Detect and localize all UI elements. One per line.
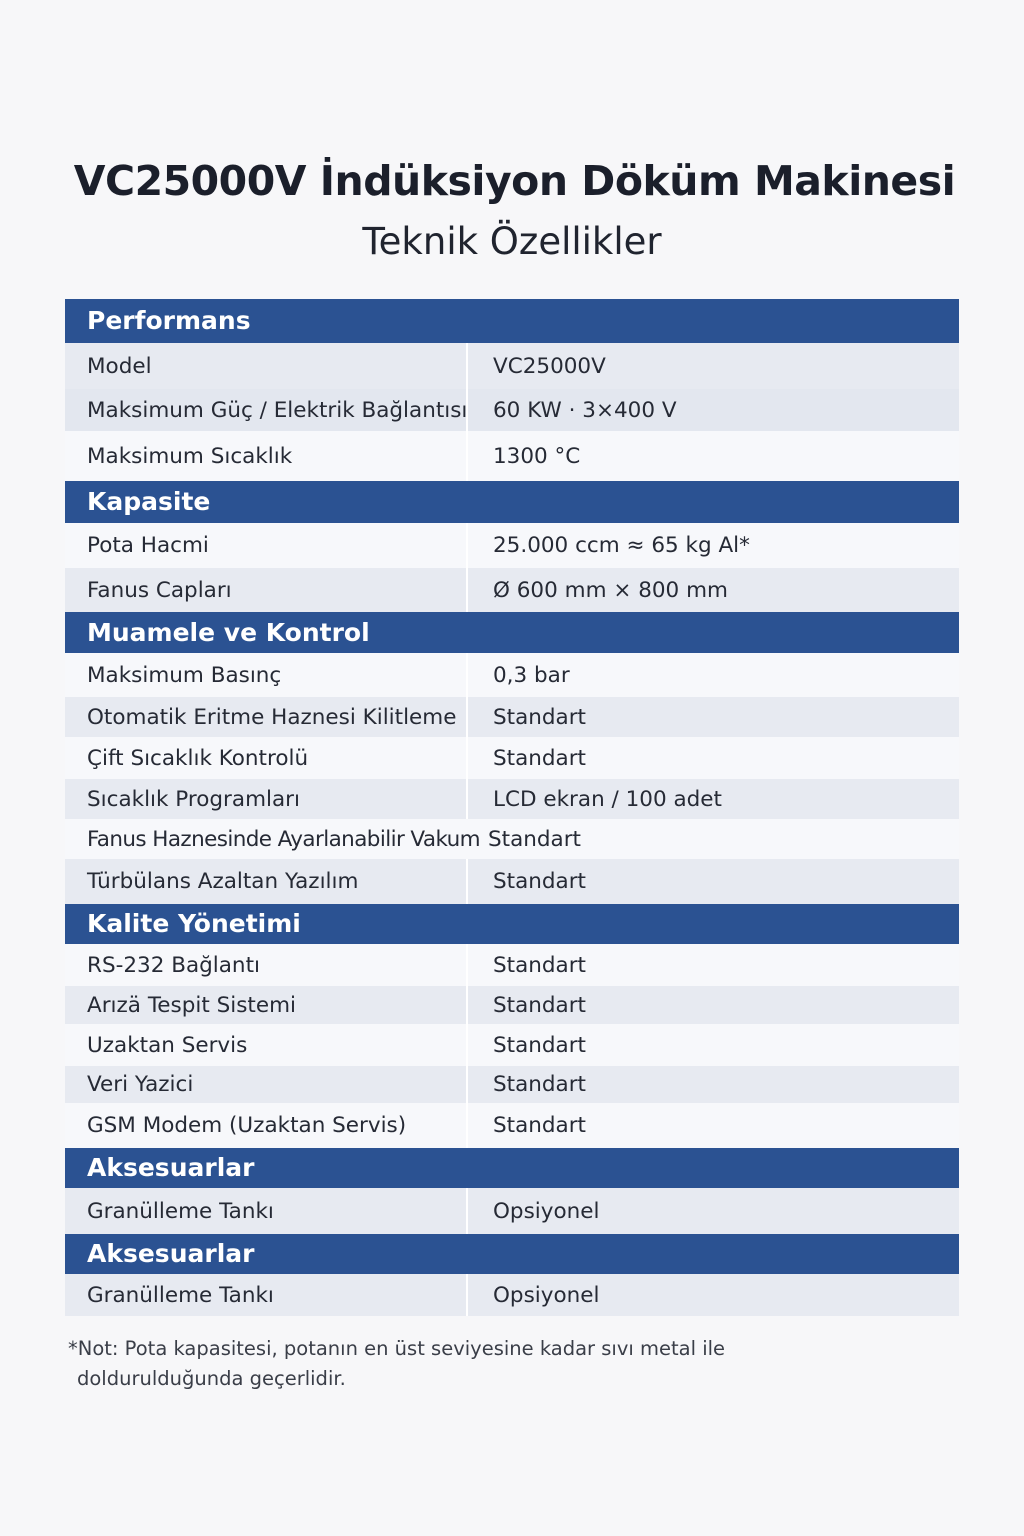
page-subtitle: Teknik Özellikler <box>362 220 662 263</box>
table-row <box>65 779 959 819</box>
row-value: Standart <box>493 1072 586 1097</box>
row-value: 1300 °C <box>493 443 581 469</box>
table-row <box>65 1188 959 1234</box>
table-row <box>65 697 959 737</box>
row-value: Standart <box>493 869 586 894</box>
row-label: Arızä Tespit Sistemi <box>65 986 468 1024</box>
table-row <box>65 1066 959 1103</box>
table-row <box>65 819 959 859</box>
row-value: Standart <box>488 826 581 852</box>
table-row <box>65 523 959 568</box>
row-label: Granülleme Tankı <box>65 1274 468 1316</box>
row-label: Maksimum Sıcaklık <box>65 431 468 481</box>
row-label: RS-232 Bağlantı <box>65 944 468 986</box>
section-header-aksesuarlar: Aksesuarlar <box>65 1148 959 1188</box>
section-header-kapasite: Kapasite <box>65 481 959 523</box>
table-row <box>65 343 959 389</box>
row-label: Pota Hacmi <box>65 523 468 568</box>
table-row <box>65 737 959 779</box>
table-row <box>65 944 959 986</box>
section-header-aksesuarlar-2: Aksesuarlar <box>65 1234 959 1274</box>
row-label: Sıcaklık Programları <box>65 779 468 819</box>
row-value: LCD ekran / 100 adet <box>493 786 722 812</box>
row-label: Otomatik Eritme Haznesi Kilitleme <box>65 697 468 737</box>
row-value: 60 KW · 3×400 V <box>493 397 677 423</box>
table-row <box>65 1103 959 1148</box>
row-value: 25.000 ccm ≈ 65 kg Al* <box>493 533 750 558</box>
section-header-muamele-ve-kontrol: Muamele ve Kontrol <box>65 612 959 653</box>
row-label: Model <box>65 343 468 389</box>
row-label: Maksimum Basınç <box>65 653 468 697</box>
page-title: VC25000V İndüksiyon Döküm Makinesi <box>73 157 956 205</box>
row-label: Fanus Capları <box>65 568 468 612</box>
row-value: 0,3 bar <box>493 662 570 688</box>
row-value: Standart <box>493 745 586 771</box>
table-row <box>65 859 959 904</box>
table-row <box>65 653 959 697</box>
table-row <box>65 431 959 481</box>
table-row <box>65 1024 959 1066</box>
row-value: Ø 600 mm × 800 mm <box>493 577 728 603</box>
row-label: Granülleme Tankı <box>65 1188 468 1234</box>
row-label: Uzaktan Servis <box>65 1024 468 1066</box>
footnote-line-2: doldurulduğunda geçerlidir. <box>77 1367 346 1390</box>
table-row <box>65 986 959 1024</box>
footnote <box>68 1334 928 1394</box>
row-value: Standart <box>493 992 586 1018</box>
spec-table <box>65 299 959 1316</box>
row-label: GSM Modem (Uzaktan Servis) <box>65 1103 468 1148</box>
row-label: Çift Sıcaklık Kontrolü <box>65 737 468 779</box>
section-header-kalite-yonetimi: Kalite Yönetimi <box>65 904 959 944</box>
row-value: Standart <box>493 1032 586 1058</box>
table-row <box>65 1274 959 1316</box>
row-value: VC25000V <box>493 353 606 379</box>
section-header-performans: Performans <box>65 299 959 343</box>
row-label: Maksimum Güç / Elektrik Bağlantısı <box>65 389 468 431</box>
row-label: Fanus Haznesinde Ayarlanabilir Vakum <box>87 826 480 852</box>
page-header <box>0 150 1024 268</box>
row-value: Opsiyonel <box>493 1282 600 1308</box>
row-label: Veri Yazici <box>65 1066 468 1103</box>
row-value: Standart <box>493 1113 586 1138</box>
footnote-line-1: *Not: Pota kapasitesi, potanın en üst seviyesine kadar sıvı metal ile <box>68 1337 726 1360</box>
table-row <box>65 568 959 612</box>
row-label: Türbülans Azaltan Yazılım <box>65 859 468 904</box>
row-value: Opsiyonel <box>493 1198 600 1224</box>
row-value: Standart <box>493 704 586 730</box>
row-value: Standart <box>493 952 586 978</box>
table-row <box>65 389 959 431</box>
